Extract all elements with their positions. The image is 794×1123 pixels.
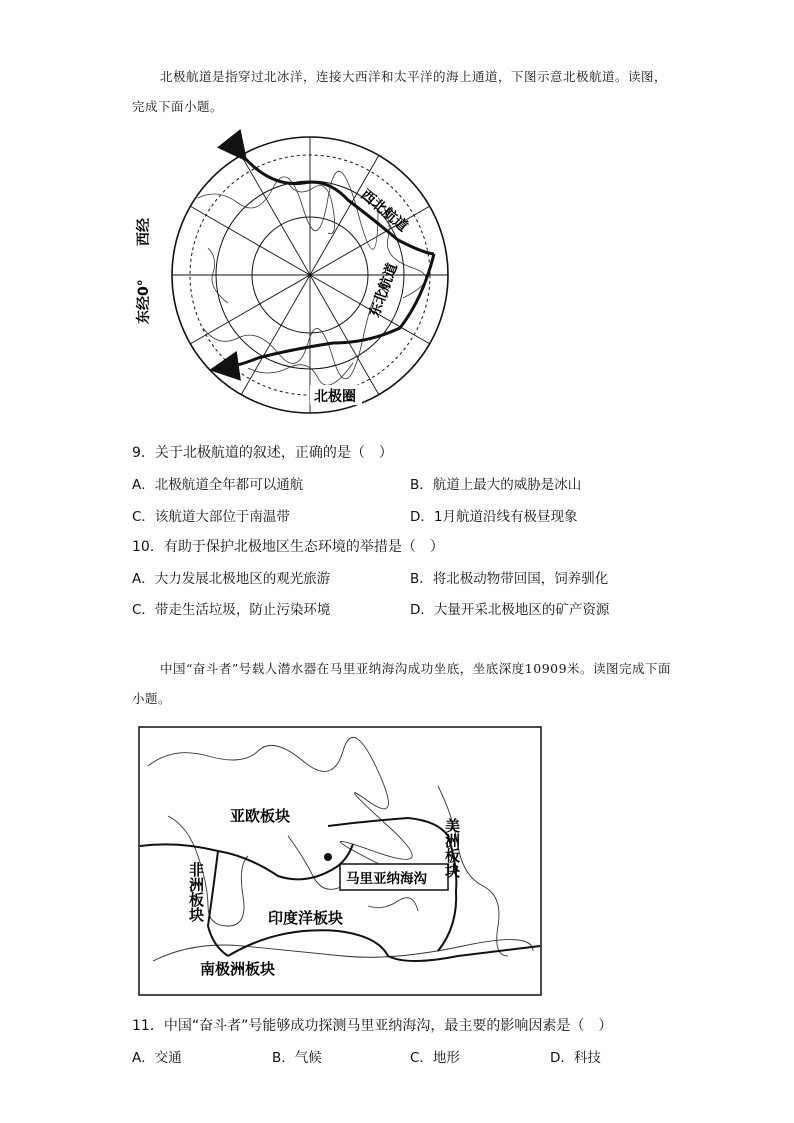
question-9-stem: 9．关于北极航道的叙述，正确的是（ ） — [132, 445, 393, 461]
q10-option-c[interactable]: C．带走生活垃圾，防止污染环境 — [132, 602, 331, 618]
label-african-plate: 非洲板块 — [187, 862, 205, 922]
q9-option-a[interactable]: A．北极航道全年都可以通航 — [132, 477, 304, 493]
label-mariana-trench: 马里亚纳海沟 — [346, 871, 427, 887]
q10-option-b[interactable]: B．将北极动物带回国，饲养驯化 — [410, 571, 609, 587]
label-northwest-route: 西北航道 — [357, 186, 411, 236]
label-west-longitude: 西经 — [136, 218, 152, 246]
plate-tectonics-map — [138, 726, 542, 996]
label-northeast-route: 东北航道 — [366, 261, 401, 320]
question-10-stem: 10．有助于保护北极地区生态环境的举措是（ ） — [132, 539, 444, 555]
label-indian-plate: 印度洋板块 — [268, 909, 344, 927]
intro-paragraph-2: 中国“奋斗者”号载人潜水器在马里亚纳海沟成功坐底，坐底深度10909米。读图完成下面小题。 — [132, 661, 672, 706]
q11-option-d[interactable]: D．科技 — [550, 1050, 601, 1066]
question-11-stem: 11．中国“奋斗者”号能够成功探测马里亚纳海沟，最主要的影响因素是（ ） — [132, 1018, 613, 1034]
q9-option-b[interactable]: B．航道上最大的威胁是冰山 — [410, 477, 582, 493]
q10-option-a[interactable]: A．大力发展北极地区的观光旅游 — [132, 571, 331, 587]
label-east-longitude: 东经0° — [136, 279, 152, 324]
q9-option-d[interactable]: D．1月航道沿线有极昼现象 — [410, 509, 578, 525]
q10-option-d[interactable]: D．大量开采北极地区的矿产资源 — [410, 602, 610, 618]
q11-option-a[interactable]: A．交通 — [132, 1050, 182, 1066]
intro-paragraph-1: 北极航道是指穿过北冰洋，连接大西洋和太平洋的海上通道，下图示意北极航道。读图，完成下面小题。 — [132, 69, 668, 114]
label-antarctic-plate: 南极洲板块 — [200, 960, 276, 978]
label-american-plate: 美洲板块 — [443, 818, 461, 878]
label-arctic-circle: 北极圈 — [314, 389, 356, 405]
q11-option-b[interactable]: B．气候 — [272, 1050, 322, 1066]
q11-option-c[interactable]: C．地形 — [410, 1050, 460, 1066]
label-eurasian-plate: 亚欧板块 — [230, 807, 291, 825]
arctic-route-map — [138, 128, 468, 418]
q9-option-c[interactable]: C．该航道大部位于南温带 — [132, 509, 290, 525]
